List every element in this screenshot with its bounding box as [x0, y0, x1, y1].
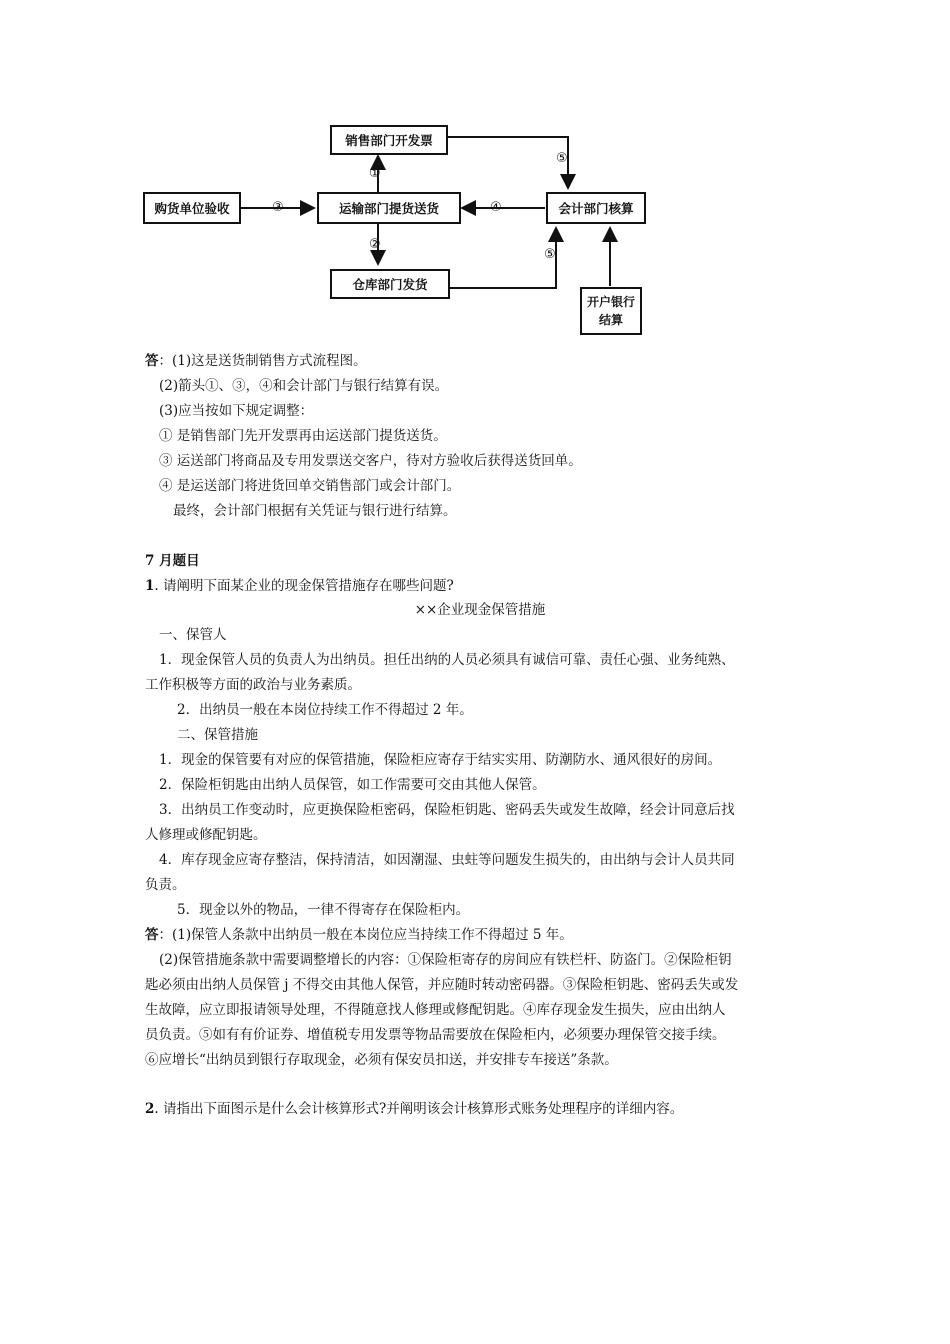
answer2-line-2: (2)保管措施条款中需要调整增长的内容：①保险柜寄存的房间应有铁栏杆、防盗门。②保险柜钥: [159, 952, 732, 968]
answer2-line-3: 匙必须由出纳人员保管 j 不得交由其他人保管，并应随时转动密码器。③保险柜钥匙、密码丢失或发: [145, 977, 739, 993]
section-title: 7 月题目: [145, 553, 200, 569]
box-sales-invoice: 销售部门开发票: [330, 125, 448, 155]
measure-4b: 负责。: [145, 877, 186, 893]
arrow-5-top: [448, 137, 568, 188]
measure-3a: 3．出纳员工作变动时，应更换保险柜密码，保险柜钥匙、密码丢失或发生故障，经会计同意后找: [159, 802, 735, 818]
measure-5: 5．现金以外的物品，一律不得寄存在保险柜内。: [177, 902, 470, 918]
question-2: [145, 1099, 683, 1119]
question-1: [145, 576, 454, 596]
measure-3b: 人修理或修配钥匙。: [145, 827, 267, 843]
answer-label: 答: [145, 353, 159, 369]
answer2-line-5: 员负责。⑤如有有价证券、增值税专用发票等物品需要放在保险柜内，必须要办理保管交接手续。: [145, 1027, 726, 1043]
answer1-line-6: ④ 是运送部门将进货回单交销售部门或会计部门。: [159, 478, 461, 494]
answer1-line-4: ① 是销售部门先开发票再由运送部门提货送货。: [159, 428, 447, 444]
mark-5-top: ⑤: [556, 151, 568, 166]
custodian-item-2: 2．出纳员一般在本岗位持续工作不得超过 2 年。: [177, 702, 473, 718]
box-buyer-acceptance: 购货单位验收: [143, 192, 241, 224]
mark-4: ④: [490, 200, 502, 215]
custodian-item-1b: 工作积极等方面的政治与业务素质。: [145, 677, 361, 693]
answer2-line-6: ⑥应增长“出纳员到银行存取现金，必须有保安员扣送，并安排专车接送”条款。: [145, 1052, 618, 1068]
mark-1: ①: [369, 166, 381, 181]
doc-title-text: ××企业现金保管措施: [414, 602, 546, 618]
box-bank: 开户银行结算: [580, 287, 642, 335]
question-1-text: . 请阐明下面某企业的现金保管措施存在哪些问题?: [154, 578, 454, 594]
box-transport: 运输部门提货送货: [317, 192, 461, 224]
answer2-text: ：(1)保管人条款中出纳员一般在本岗位应当持续工作不得超过 5 年。: [158, 927, 573, 943]
box-accounting: 会计部门核算: [546, 192, 646, 224]
question-2-number: 2: [145, 1101, 155, 1117]
answer2-label: 答: [145, 927, 159, 943]
measure-4a: 4．库存现金应寄存整洁，保持清洁，如因潮湿、虫蛀等问题发生损失的，由出纳与会计人员共同: [159, 852, 735, 868]
mark-5-bottom: ⑤: [544, 247, 556, 262]
measure-2: 2．保险柜钥匙由出纳人员保管，如工作需要可交由其他人保管。: [159, 777, 546, 793]
box-warehouse: 仓库部门发货: [330, 269, 450, 299]
question-1-number: 1: [145, 578, 155, 594]
flowchart: [140, 122, 660, 342]
answer2-line-1: [145, 925, 573, 945]
question-2-text: . 请指出下面图示是什么会计核算形式?并阐明该会计核算形式账务处理程序的详细内容。: [154, 1101, 684, 1117]
mark-3: ③: [272, 200, 284, 215]
answer1-line-5: ③ 运送部门将商品及专用发票送交客户，待对方验收后获得送货回单。: [159, 453, 582, 469]
custodian-item-1a: 1．现金保管人员的负责人为出纳员。担任出纳的人员必须具有诚信可靠、责任心强、业务纯熟、: [159, 652, 735, 668]
answer2-line-4: 生故障，应立即报请领导处理，不得随意找人修理或修配钥匙。④库存现金发生损失，应由出纳人: [145, 1002, 726, 1018]
answer-text: ：(1)这是送货制销售方式流程图。: [158, 353, 367, 369]
answer1-line-3: (3)应当按如下规定调整：: [159, 403, 314, 419]
answer1-line-2: (2)箭头①、③，④和会计部门与银行结算有误。: [159, 378, 449, 394]
mark-2: ②: [369, 237, 381, 252]
heading-custodian: 一、保管人: [159, 627, 227, 643]
answer1-line-7: 最终，会计部门根据有关凭证与银行进行结算。: [173, 503, 457, 519]
heading-measures: 二、保管措施: [177, 727, 258, 743]
doc-title: [0, 600, 950, 620]
measure-1: 1．现金的保管要有对应的保管措施，保险柜应寄存于结实实用、防潮防水、通风很好的房间。: [159, 752, 722, 768]
answer1-line-1: [145, 351, 367, 371]
arrow-5-bottom: [450, 228, 556, 288]
